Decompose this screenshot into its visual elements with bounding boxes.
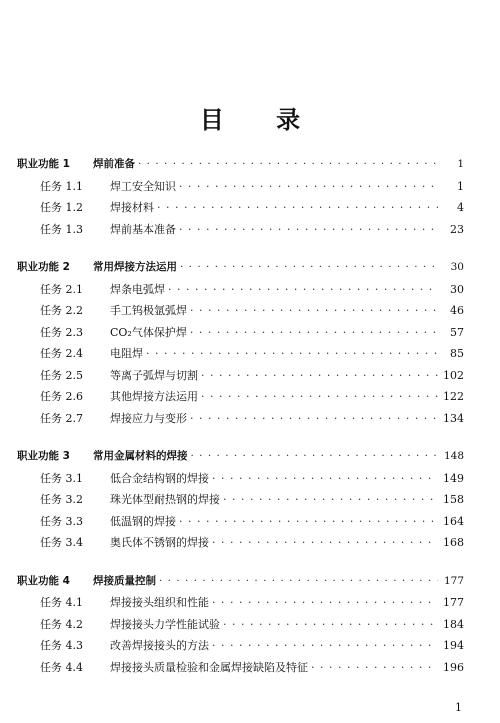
task-title: 焊接接头组织和性能 bbox=[110, 596, 209, 609]
page-number: 23 bbox=[450, 222, 464, 236]
toc-task-entry[interactable] bbox=[17, 281, 464, 303]
toc-part-entry[interactable] bbox=[17, 156, 464, 178]
page-number: 30 bbox=[450, 261, 464, 273]
toc-task-entry[interactable] bbox=[17, 178, 464, 200]
dot-leader bbox=[212, 596, 438, 609]
dot-leader bbox=[179, 223, 438, 236]
task-label: 任务 3.4 bbox=[40, 536, 83, 549]
dot-leader bbox=[311, 661, 438, 674]
toc-task-entry[interactable] bbox=[17, 388, 464, 410]
page-number: 149 bbox=[443, 471, 464, 485]
task-label: 任务 3.3 bbox=[40, 514, 83, 528]
dot-leader bbox=[212, 536, 438, 549]
page-number: 168 bbox=[443, 536, 464, 549]
task-label: 任务 2.6 bbox=[40, 390, 83, 403]
task-label: 任务 3.2 bbox=[40, 493, 83, 506]
page-number: 4 bbox=[457, 201, 464, 214]
dot-leader bbox=[180, 261, 438, 273]
page-folio: 1 bbox=[455, 701, 462, 714]
task-title: 手工钨极氩弧焊 bbox=[110, 304, 187, 317]
task-title: 奥氏体不锈钢的焊接 bbox=[110, 536, 209, 549]
task-title: 焊接接头质量检验和金属焊接缺陷及特征 bbox=[110, 660, 308, 674]
toc-task-entry[interactable] bbox=[17, 659, 464, 681]
dot-leader bbox=[159, 575, 438, 587]
part-label: 职业功能 3 bbox=[17, 450, 70, 462]
part-title: 常用金属材料的焊接 bbox=[93, 450, 188, 462]
task-label: 任务 2.7 bbox=[40, 411, 83, 425]
task-title: 电阻焊 bbox=[110, 347, 143, 360]
toc-part-entry[interactable] bbox=[17, 573, 464, 595]
toc-task-entry[interactable] bbox=[17, 616, 464, 638]
dot-leader bbox=[201, 390, 438, 403]
task-title: 焊接接头力学性能试验 bbox=[110, 617, 220, 631]
page-number: 122 bbox=[443, 390, 464, 403]
toc-chapter bbox=[17, 259, 464, 431]
task-title: 焊接材料 bbox=[110, 201, 154, 214]
page-number: 196 bbox=[443, 660, 464, 674]
dot-leader bbox=[168, 283, 438, 296]
task-title: 焊条电弧焊 bbox=[110, 282, 165, 296]
toc-chapter bbox=[17, 156, 464, 242]
toc-task-entry[interactable] bbox=[17, 534, 464, 556]
task-title: 焊前基本准备 bbox=[110, 222, 176, 236]
page-number: 1 bbox=[457, 179, 464, 193]
task-title: 等离子弧焊与切割 bbox=[110, 368, 198, 382]
task-label: 任务 1.3 bbox=[40, 222, 83, 236]
dot-leader bbox=[191, 450, 439, 462]
task-label: 任务 4.1 bbox=[40, 596, 83, 609]
dot-leader bbox=[138, 158, 438, 170]
toc-task-entry[interactable] bbox=[17, 199, 464, 221]
dot-leader bbox=[201, 369, 438, 382]
page-number: 177 bbox=[443, 574, 464, 587]
toc-task-entry[interactable] bbox=[17, 470, 464, 492]
dot-leader bbox=[212, 639, 438, 652]
page-number: 102 bbox=[443, 368, 464, 382]
toc-task-entry[interactable] bbox=[17, 513, 464, 535]
part-title: 焊前准备 bbox=[93, 158, 135, 170]
task-label: 任务 2.4 bbox=[40, 347, 83, 360]
task-title: 改善焊接接头的方法 bbox=[110, 639, 209, 652]
table-of-contents bbox=[17, 156, 464, 697]
task-title: 低温钢的焊接 bbox=[110, 514, 176, 528]
task-title: 其他焊接方法运用 bbox=[110, 390, 198, 403]
task-title: 低合金结构钢的焊接 bbox=[110, 471, 209, 485]
task-label: 任务 2.5 bbox=[40, 368, 83, 382]
task-label: 任务 2.1 bbox=[40, 282, 83, 296]
toc-part-entry[interactable] bbox=[17, 448, 464, 470]
page-number: 194 bbox=[443, 639, 464, 652]
page-number: 148 bbox=[443, 450, 464, 462]
dot-leader bbox=[179, 180, 438, 193]
toc-task-entry[interactable] bbox=[17, 637, 464, 659]
toc-task-entry[interactable] bbox=[17, 491, 464, 513]
dot-leader bbox=[157, 201, 438, 214]
page-number: 46 bbox=[450, 304, 464, 317]
page-number: 177 bbox=[443, 596, 464, 609]
page-number: 158 bbox=[443, 493, 464, 506]
dot-leader bbox=[190, 326, 438, 339]
page-number: 57 bbox=[450, 325, 464, 339]
task-label: 任务 1.1 bbox=[40, 179, 83, 193]
dot-leader bbox=[223, 493, 438, 506]
toc-task-entry[interactable] bbox=[17, 324, 464, 346]
dot-leader bbox=[212, 472, 438, 485]
task-title: 焊工安全知识 bbox=[110, 179, 176, 193]
task-title: CO₂气体保护焊 bbox=[110, 325, 187, 339]
task-label: 任务 1.2 bbox=[40, 201, 83, 214]
part-title: 常用焊接方法运用 bbox=[93, 261, 177, 273]
toc-chapter bbox=[17, 573, 464, 681]
toc-task-entry[interactable] bbox=[17, 345, 464, 367]
page-number: 85 bbox=[450, 347, 464, 360]
toc-task-entry[interactable] bbox=[17, 367, 464, 389]
toc-chapter bbox=[17, 448, 464, 556]
part-label: 职业功能 4 bbox=[17, 574, 70, 587]
task-title: 焊接应力与变形 bbox=[110, 411, 187, 425]
dot-leader bbox=[146, 347, 438, 360]
task-label: 任务 4.3 bbox=[40, 639, 83, 652]
dot-leader bbox=[190, 304, 438, 317]
task-title: 珠光体型耐热钢的焊接 bbox=[110, 493, 220, 506]
part-label: 职业功能 2 bbox=[17, 261, 70, 273]
task-label: 任务 3.1 bbox=[40, 471, 83, 485]
part-title: 焊接质量控制 bbox=[93, 574, 156, 587]
page-number: 184 bbox=[443, 617, 464, 631]
page-title: 目 录 bbox=[199, 106, 323, 134]
dot-leader bbox=[190, 412, 438, 425]
toc-task-entry[interactable] bbox=[17, 594, 464, 616]
dot-leader bbox=[223, 618, 438, 631]
task-label: 任务 4.4 bbox=[40, 660, 83, 674]
task-label: 任务 2.2 bbox=[40, 304, 83, 317]
page-number: 1 bbox=[457, 158, 464, 170]
toc-task-entry[interactable] bbox=[17, 410, 464, 432]
page-number: 134 bbox=[443, 411, 464, 425]
toc-task-entry[interactable] bbox=[17, 221, 464, 243]
dot-leader bbox=[179, 515, 438, 528]
toc-task-entry[interactable] bbox=[17, 302, 464, 324]
part-label: 职业功能 1 bbox=[17, 158, 70, 170]
toc-part-entry[interactable] bbox=[17, 259, 464, 281]
page-number: 30 bbox=[450, 282, 464, 296]
task-label: 任务 2.3 bbox=[40, 325, 83, 339]
task-label: 任务 4.2 bbox=[40, 617, 83, 631]
page-number: 164 bbox=[443, 514, 464, 528]
